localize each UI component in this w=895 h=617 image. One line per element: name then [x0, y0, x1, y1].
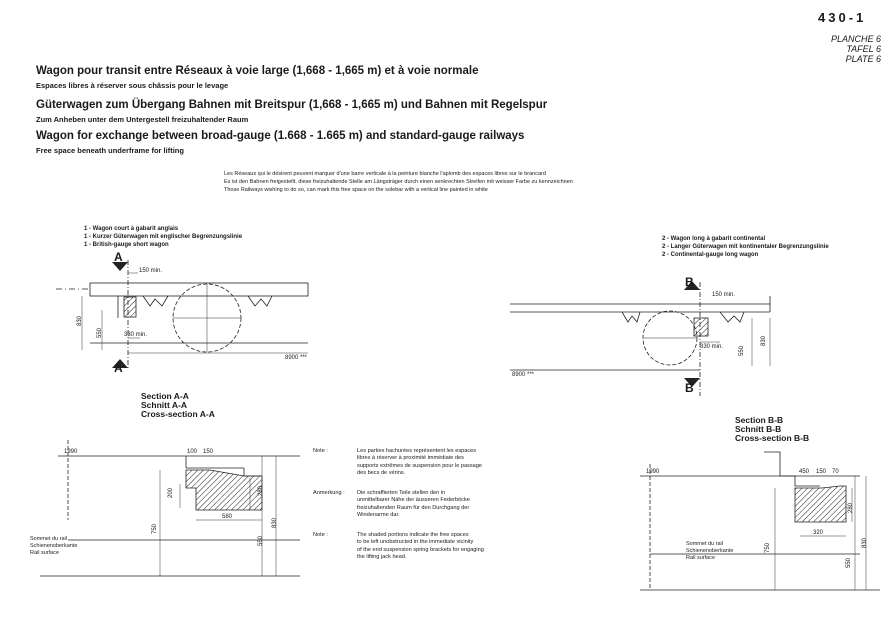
wagon-2-dim-height: 830	[761, 335, 768, 347]
plate-number: 430-1	[818, 10, 867, 25]
section-a-dim-h2: 550	[258, 535, 265, 547]
note-de-line: Windenarme dar.	[357, 511, 400, 518]
wagon-1-legend-fr: 1 - Wagon court à gabarit anglais	[84, 226, 179, 232]
note-fr-line: supports extrêmes de suspension pour le passage	[357, 462, 483, 469]
note-de-text	[357, 490, 470, 519]
wagon-1-dim-height: 830	[77, 315, 84, 327]
section-b-dim-d: 280	[848, 502, 855, 514]
wagon-2-dim-bottom: 330 min.	[700, 344, 724, 350]
section-a-dim-b: 150	[203, 449, 214, 455]
section-a-dim-d: 280	[258, 485, 265, 497]
wagon-1-legend-en: 1 - British-gauge short wagon	[84, 242, 169, 248]
wagon-2-legend-en: 2 - Continental-gauge long wagon	[662, 252, 759, 258]
intro-en: Those Railways wishing to do so, can mark this free space on the solebar with a vertical line painted in white	[224, 187, 488, 193]
wagon-1-dim-top: 150 min.	[139, 268, 163, 274]
free-space-b-hatch	[694, 318, 708, 336]
subtitle-en: Free space beneath underframe for lifting	[36, 146, 184, 155]
section-a-title-en: Section A-A	[141, 391, 189, 401]
section-b-rail-de: Schienenoberkante	[686, 548, 734, 554]
section-a-drawing	[40, 440, 300, 576]
note-fr-line: libres à réserver à proximité immédiate des	[357, 455, 464, 462]
note-en-line: The shaded portions indicate the free spaces	[357, 532, 469, 538]
wagon-2-dim-length: 8900 ***	[512, 372, 535, 378]
note-fr-line: Les parties hachurées représentent les espaces	[357, 448, 477, 454]
note-de-line: unmittelbarer Nähe der äusseren Federböcke	[357, 497, 470, 504]
section-marker-b-top: B	[685, 275, 694, 289]
wagon-1-elevation	[56, 260, 308, 370]
wagon-2-dim-inner: 550	[739, 345, 746, 357]
section-b-drawing	[640, 452, 880, 590]
section-a-dim-c: 200	[168, 487, 175, 499]
section-b-dim-h3: 830	[862, 537, 869, 549]
note-de-line: Die schraffierten Teile stellen den in	[357, 490, 446, 496]
title-de: Güterwagen zum Übergang Bahnen mit Breitspur (1,668 - 1,665 m) und Bahnen mit Regelspur	[36, 99, 548, 111]
section-a-dim-h1: 750	[152, 523, 159, 535]
title-en: Wagon for exchange between broad-gauge (1.668 - 1.665 m) and standard-gauge railways	[36, 130, 525, 142]
note-en-text	[357, 532, 484, 561]
section-a-title-fr: Cross-section A-A	[141, 409, 215, 419]
section-b-dim-width: 320	[813, 530, 824, 536]
plate-label-en: PLATE 6	[845, 54, 881, 64]
note-en-line: of the end suspension spring brackets for engaging	[357, 546, 484, 553]
wagon-2-legend-de: 2 - Langer Güterwagen mit kontinentaler Begrenzungslinie	[662, 244, 829, 250]
section-b-title-de: Schnitt B-B	[735, 424, 782, 434]
note-en-line: the lifting jack head.	[357, 553, 407, 560]
section-b-dim-a: 450	[799, 469, 810, 475]
section-a-rail-fr: Sommet du rail	[30, 536, 67, 542]
section-b-rail-fr: Sommet du rail	[686, 541, 723, 547]
section-a-rail-en: Rail surface	[30, 550, 60, 556]
wagon-2-elevation	[510, 281, 770, 396]
note-fr-label: Note :	[313, 448, 328, 454]
section-a-dim-gauge: 1990	[64, 449, 78, 455]
section-a-dim-width: 580	[222, 514, 233, 520]
intro-de: Es ist den Bahnen freigestellt, diese freizuhaltende Stelle am Längsträger durch einen senkrechten Streifen mit weisser Farbe zu kennzeichnen	[224, 179, 573, 185]
section-b-dim-gauge: 1990	[646, 469, 660, 475]
note-fr-line: des becs de vérins.	[357, 469, 406, 476]
wagon-1-dim-length: 8900 ***	[285, 355, 308, 361]
intro-fr: Les Réseaux qui le désirent peuvent marquer d'une barre verticale à la peinture blanche l'aplomb des espaces libres sur le brancard	[224, 171, 546, 177]
plate-label-fr: PLANCHE 6	[830, 34, 881, 44]
free-space-a-hatch	[124, 297, 136, 317]
note-en-label: Note :	[313, 532, 328, 538]
section-marker-a-bottom: A	[114, 361, 123, 375]
wagon-1-dim-bottom: 330 min.	[124, 332, 148, 338]
note-fr-text	[357, 448, 482, 477]
wagon-1-dim-inner: 550	[97, 327, 104, 339]
section-a-dim-h3: 830	[272, 517, 279, 529]
section-a-hatch	[186, 470, 265, 510]
wagon-1-legend-de: 1 - Kurzer Güterwagen mit englischer Begrenzungslinie	[84, 234, 243, 240]
note-de-label: Anmerkung :	[313, 490, 345, 496]
note-de-line: freizuhaltenden Raum für den Durchgang der	[357, 504, 470, 511]
subtitle-de: Zum Anheben unter dem Untergestell freizuhaltender Raum	[36, 115, 249, 124]
section-a-title-de: Schnitt A-A	[141, 400, 187, 410]
subtitle-fr: Espaces libres à réserver sous châssis pour le levage	[36, 81, 229, 90]
wagon-2-legend-fr: 2 - Wagon long à gabarit continental	[662, 236, 766, 242]
section-marker-a-top: A	[114, 250, 123, 264]
section-a-dim-a: 100	[187, 449, 198, 455]
section-b-dim-h1: 750	[765, 542, 772, 554]
section-b-rail-en: Rail surface	[686, 555, 716, 561]
section-b-dim-b: 150	[816, 469, 827, 475]
wagon-2-dim-top: 150 min.	[712, 292, 736, 298]
plate-label-de: TAFEL 6	[846, 44, 881, 54]
section-b-dim-c: 70	[832, 469, 839, 475]
section-b-hatch	[795, 486, 846, 522]
note-en-line: to be left unobstructed in the immediate vicinity	[357, 539, 474, 546]
section-b-title-fr: Cross-section B-B	[735, 433, 810, 443]
section-a-rail-de: Schienenoberkante	[30, 543, 78, 549]
section-marker-b-bottom: B	[685, 381, 694, 395]
section-b-title-en: Section B-B	[735, 415, 784, 425]
section-b-dim-h2: 550	[846, 557, 853, 569]
title-fr: Wagon pour transit entre Réseaux à voie large (1,668 - 1,665 m) et à voie normale	[36, 65, 479, 77]
